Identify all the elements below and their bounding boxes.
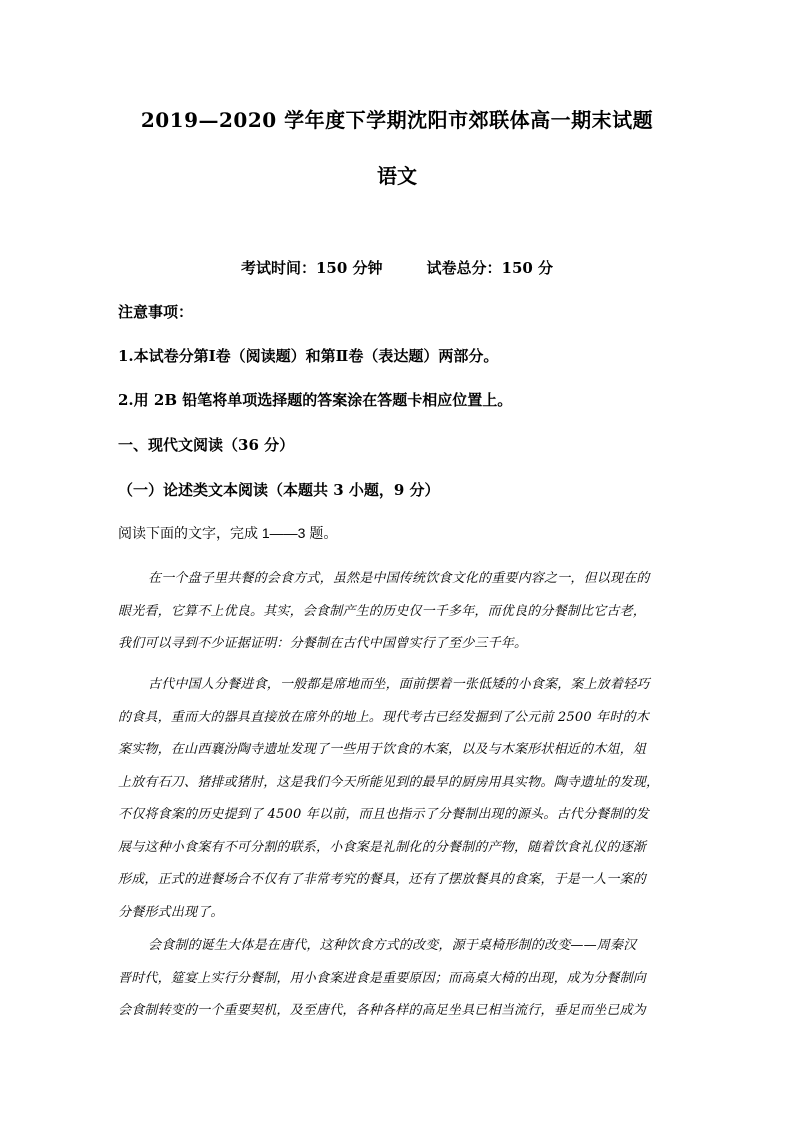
section-subheading: （一）论述类文本阅读（本题共 3 小题，9 分）: [118, 481, 440, 499]
paragraph-line: 的食具，重而大的器具直接放在席外的地上。现代考古已经发掘到了公元前 2500 年时的木: [118, 709, 649, 725]
paragraph-line: 分餐形式出现了。: [118, 904, 224, 920]
exam-title: 2019—2020 学年度下学期沈阳市郊联体高一期末试题: [140, 108, 654, 132]
subject-title: 语文: [377, 164, 417, 188]
paragraph-line: 展与这种小食案有不可分割的联系，小食案是礼制化的分餐制的产物，随着饮食礼仪的逐渐: [118, 839, 647, 855]
exam-info: [0, 257, 794, 278]
paragraph-line: 古代中国人分餐进食，一般都是席地而坐，面前摆着一张低矮的小食案，案上放着轻巧: [148, 677, 650, 692]
exam-score: 试卷总分：150 分: [426, 259, 554, 277]
exam-time: 考试时间：150 分钟: [240, 259, 383, 277]
paragraph-1: [118, 563, 678, 661]
paragraph-line: 案实物，在山西襄汾陶寺遗址发现了一些用于饮食的木案，以及与木案形状相近的木俎，俎: [118, 742, 647, 757]
section-heading: 一、现代文阅读（36 分）: [118, 436, 295, 454]
paragraph-line: 会食制的诞生大体是在唐代，这种饮食方式的改变，源于桌椅形制的改变——周秦汉: [148, 938, 637, 953]
paragraph-line: 形成，正式的进餐场合不仅有了非常考究的餐具，还有了摆放餐具的食案，于是一人一案的: [118, 872, 647, 887]
paragraph-3: [118, 930, 678, 1028]
paragraph-line: 上放有石刀、猪排或猪肘，这是我们今天所能见到的最早的厨房用具实物。陶寺遗址的发现，: [118, 774, 660, 790]
reading-instruction: 阅读下面的文字，完成 1——3 题。: [118, 525, 338, 541]
paragraph-line: 眼光看，它算不上优良。其实，会食制产生的历史仅一千多年，而优良的分餐制比它古老，: [118, 603, 647, 619]
paragraph-2: [118, 669, 678, 929]
paragraph-line: 会食制转变的一个重要契机，及至唐代，各种各样的高足坐具已相当流行，垂足而坐已成为: [118, 1003, 647, 1018]
paragraph-line: 不仅将食案的历史提到了 4500 年以前，而且也指示了分餐制出现的源头。古代分餐制的发: [118, 807, 649, 822]
notes-heading: 注意事项：: [118, 303, 194, 321]
note-item-1: 1.本试卷分第Ⅰ卷（阅读题）和第Ⅱ卷（表达题）两部分。: [118, 347, 499, 365]
paragraph-line: 晋时代，筵宴上实行分餐制，用小食案进食是重要原因；而高桌大椅的出现，成为分餐制向: [118, 970, 647, 986]
paragraph-line: 在一个盘子里共餐的会食方式，虽然是中国传统饮食文化的重要内容之一，但以现在的: [148, 571, 650, 586]
paragraph-line: 我们可以寻到不少证据证明：分餐制在古代中国曾实行了至少三千年。: [118, 636, 528, 651]
note-item-2: 2.用 2B 铅笔将单项选择题的答案涂在答题卡相应位置上。: [118, 391, 513, 409]
